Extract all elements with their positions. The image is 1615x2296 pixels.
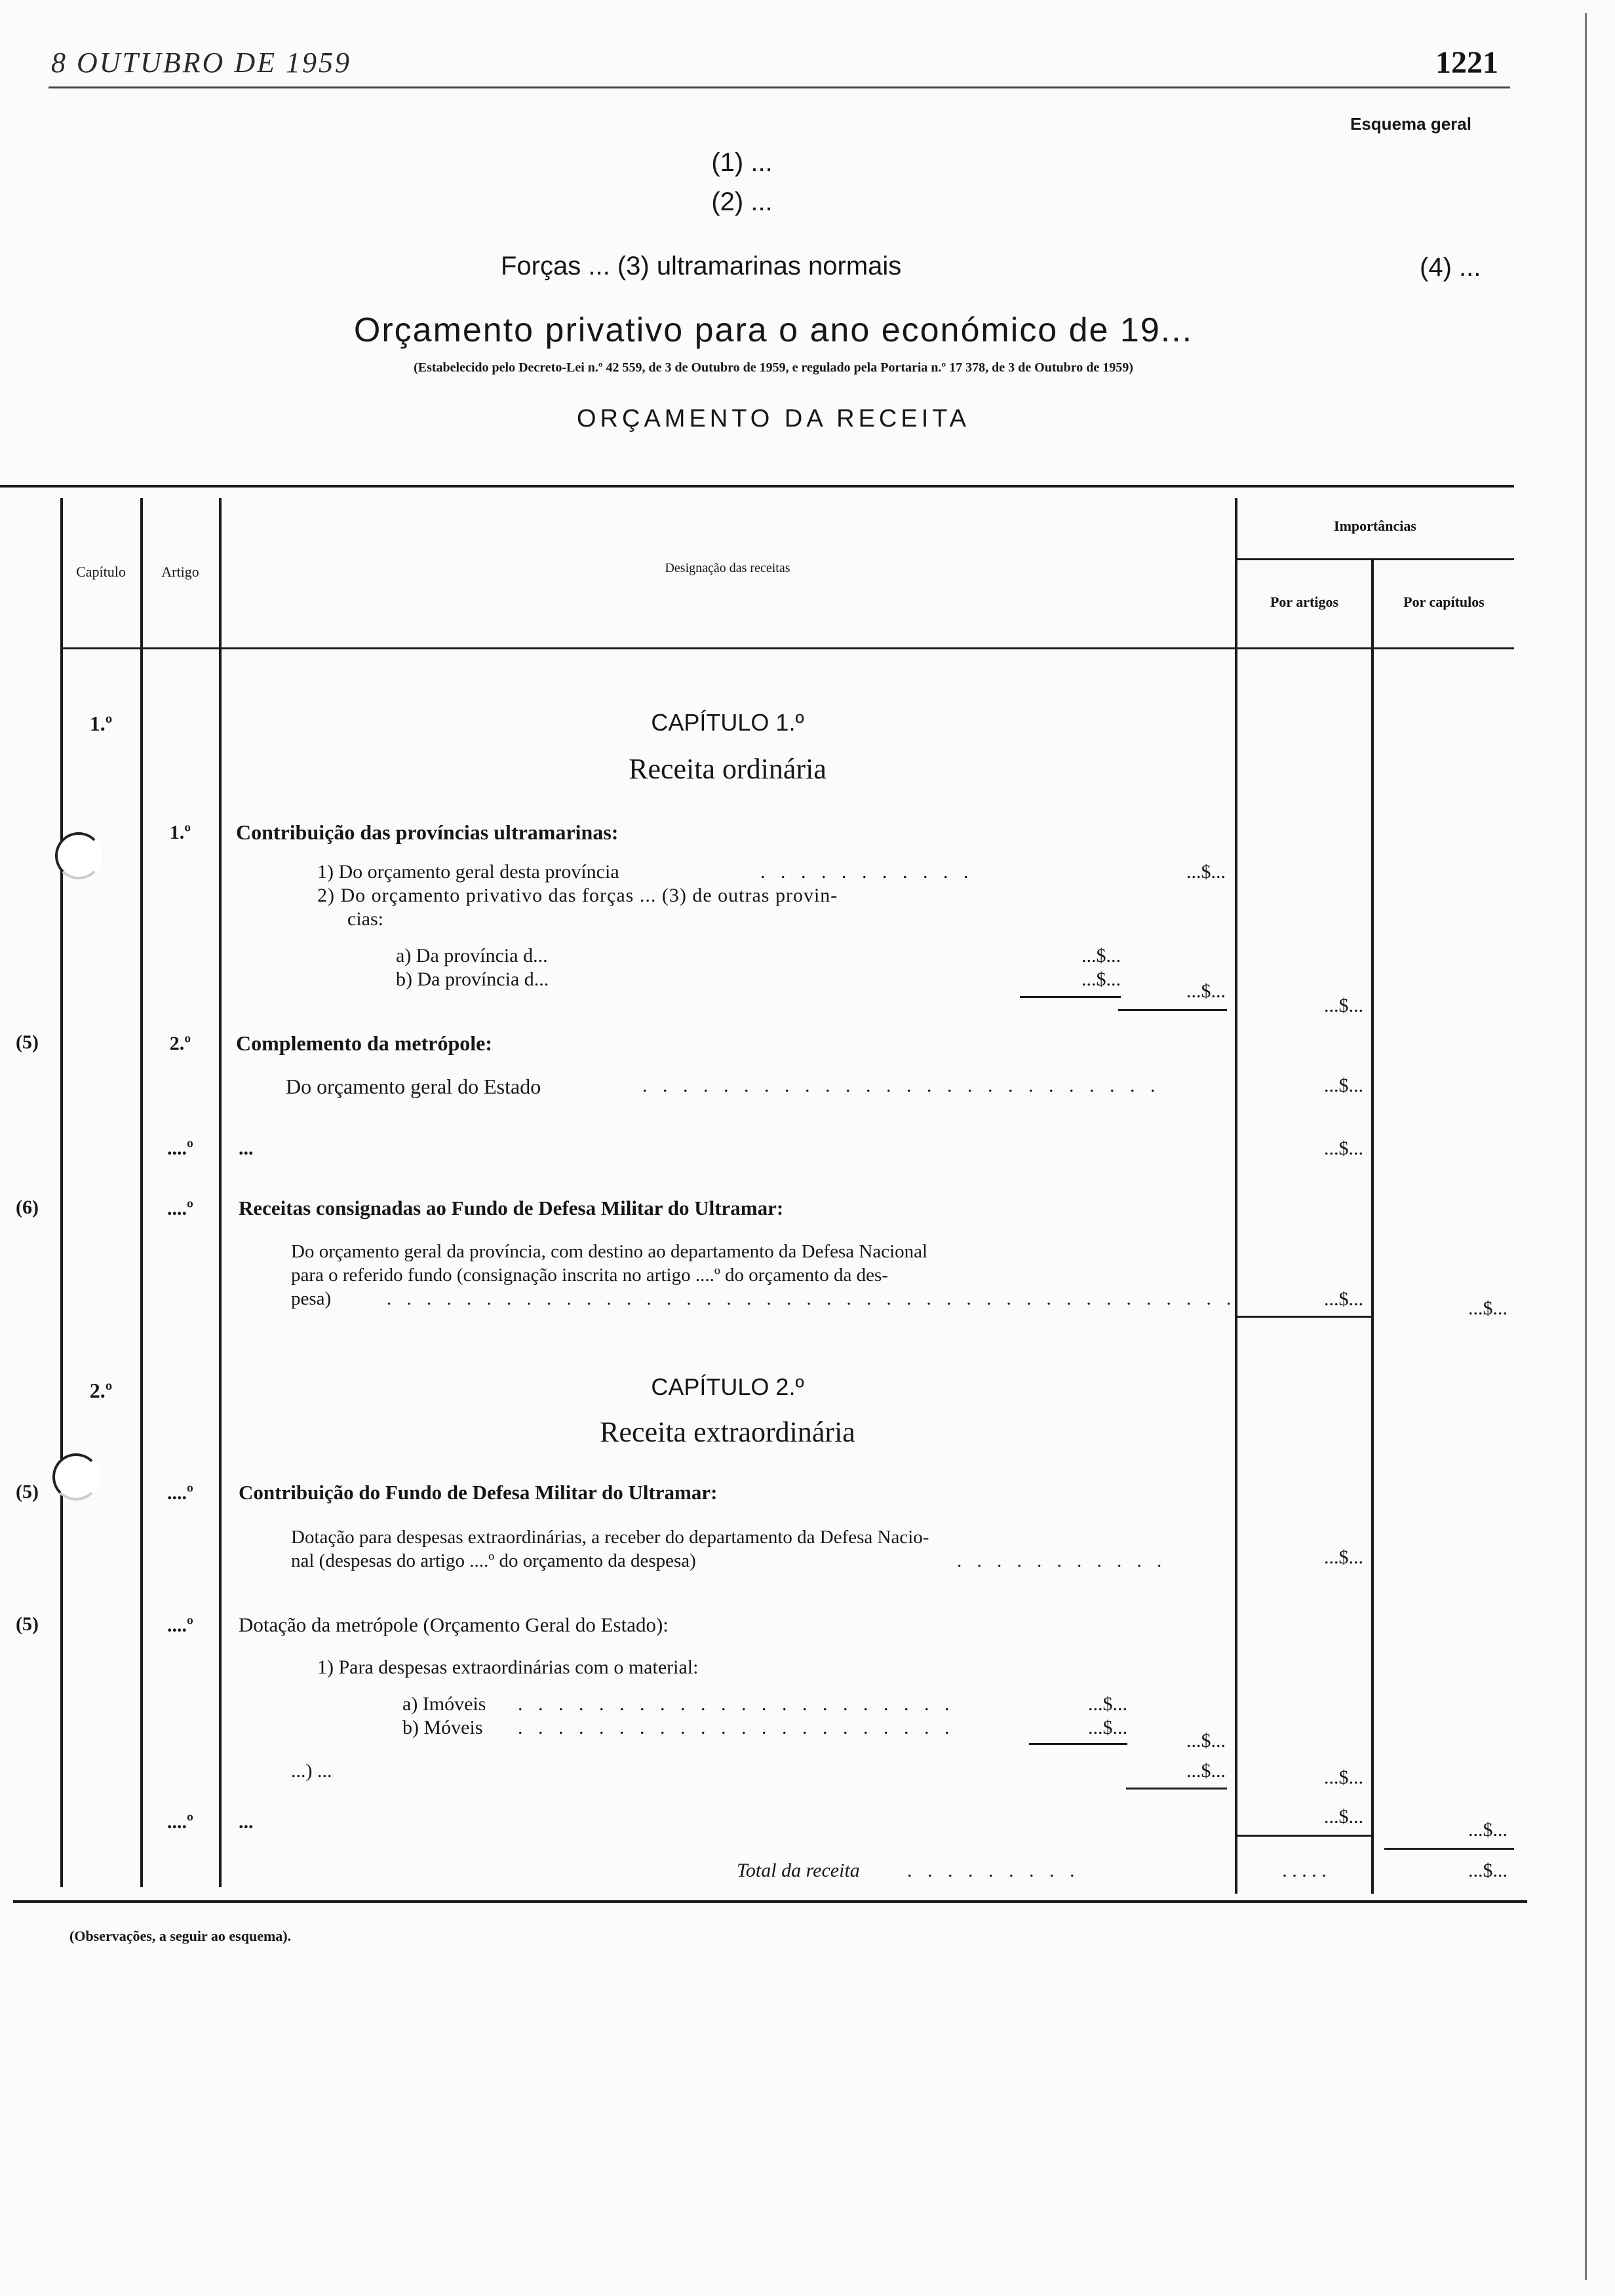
col-divider-5 (1371, 558, 1374, 1894)
page-number: 1221 (1435, 45, 1498, 80)
chapter-total-rule (1237, 1316, 1371, 1318)
list-item: Do orçamento geral do Estado (286, 1075, 541, 1098)
forces-ref: (4) ... (1420, 253, 1481, 282)
list-subitem: b) Móveis (402, 1717, 483, 1738)
grand-total: ...$... (1468, 1860, 1508, 1881)
item-leader-dots: . . . . . . . . . . . . . . . . . . . . . . . . . . . . . . . . . . . . . . . . . . . (387, 1288, 1237, 1309)
article-number: ....º (167, 1138, 193, 1159)
legal-note: (Estabelecido pelo Decreto-Lei n.º 42 559, de 3 de Outubro de 1959, e regulado pela Portaria n.º 17 378, de 3 de Outubro de 1959) (414, 360, 1133, 375)
page-date: 8 OUTUBRO DE 1959 (51, 47, 351, 79)
article-total: ...$... (1324, 1288, 1363, 1310)
chapter-heading: CAPÍTULO 1.º (651, 709, 804, 736)
punch-hole-icon (52, 1453, 100, 1501)
punch-hole-icon (55, 832, 102, 879)
list-item: 1) Para despesas extraordinárias com o material: (317, 1656, 699, 1678)
col-header-por-capitulos: Por capítulos (1403, 594, 1485, 610)
section-title: ORÇAMENTO DA RECEITA (577, 405, 970, 432)
chapter-total: ...$... (1468, 1819, 1508, 1841)
list-subitem: a) Da província d... (396, 945, 548, 966)
col-divider-3 (219, 498, 222, 1887)
item-leader-dots: . . . . . . . . . . . . . . . . . . . . . . (518, 1693, 955, 1715)
article-number: ....º (167, 1811, 193, 1833)
paragraph-line: Dotação para despesas extraordinárias, a receber do departamento da Defesa Nacio- (291, 1527, 929, 1548)
chapter-total: ...$... (1468, 1297, 1508, 1319)
margin-note: (6) (16, 1196, 39, 1218)
item-leader-dots: . . . . . . . . . . . (957, 1550, 1167, 1571)
footer-note: (Observações, a seguir ao esquema). (69, 1928, 292, 1944)
chapter-subheading: Receita ordinária (629, 753, 827, 785)
total-por-artigos: . . . . . (1282, 1860, 1327, 1881)
item-leader-dots: . . . . . . . . . . . (760, 861, 974, 883)
list-item: 1) Do orçamento geral desta província (317, 861, 619, 883)
subitem-value: ...$... (1081, 945, 1121, 966)
col-divider-4 (1235, 498, 1237, 1894)
article-total: ...$... (1324, 1075, 1363, 1096)
subitem-value: ...$... (1088, 1717, 1127, 1738)
paragraph-line: pesa) (291, 1288, 332, 1309)
list-item: ...) ... (291, 1760, 332, 1782)
item-value: ...$... (1186, 861, 1226, 883)
article-total: ...$... (1324, 1138, 1363, 1159)
table-top-rule (0, 485, 1514, 488)
importancias-rule (1235, 558, 1514, 560)
article-title: Contribuição do Fundo de Defesa Militar do Ultramar: (239, 1481, 718, 1504)
title-line-2: (2) ... (711, 187, 773, 216)
subitem-value: ...$... (1081, 968, 1121, 990)
title-line-1: (1) ... (711, 148, 773, 177)
margin-note: (5) (16, 1613, 39, 1635)
list-subitem: a) Imóveis (402, 1693, 486, 1715)
forces-title: Forças ... (3) ultramarinas normais (501, 252, 902, 280)
budget-title: Orçamento privativo para o ano económico de 19... (353, 311, 1194, 349)
col-header-importancias: Importâncias (1334, 518, 1416, 534)
chapter-subheading: Receita extraordinária (600, 1416, 855, 1448)
article-title: Complemento da metrópole: (236, 1031, 493, 1055)
article-title: ... (239, 1138, 254, 1159)
article-title: Dotação da metrópole (Orçamento Geral do Estado): (239, 1613, 669, 1636)
article-total: ...$... (1324, 995, 1363, 1016)
table-bottom-rule (13, 1900, 1527, 1903)
subtotal-rule (1020, 996, 1121, 998)
subtotal-rule (1126, 1788, 1227, 1789)
margin-note: (5) (16, 1031, 39, 1053)
margin-note: (5) (16, 1481, 39, 1502)
total-label: Total da receita (737, 1860, 860, 1881)
col-divider-2 (140, 498, 143, 1887)
subitem-value: ...$... (1088, 1693, 1127, 1715)
header-rule (49, 86, 1510, 88)
scheme-label: Esquema geral (1350, 114, 1471, 134)
list-item-continuation: cias: (347, 908, 383, 930)
paragraph-line: Do orçamento geral da província, com destino ao departamento da Defesa Nacional (291, 1241, 928, 1262)
article-number: 2.º (169, 1033, 191, 1054)
article-title: ... (239, 1811, 254, 1833)
item-value: ...$... (1186, 1730, 1226, 1751)
col-divider-1 (60, 498, 63, 1887)
chapter-number: 2.º (89, 1379, 113, 1402)
list-item: 2) Do orçamento privativo das forças ... (3) de outras provin- (317, 885, 838, 906)
col-header-designacao: Designação das receitas (665, 561, 790, 575)
col-header-capitulo: Capítulo (76, 564, 126, 580)
list-subitem: b) Da província d... (396, 968, 549, 990)
grand-total-rule (1384, 1848, 1514, 1850)
paragraph-line: para o referido fundo (consignação inscrita no artigo ....º do orçamento da des- (291, 1265, 888, 1286)
article-title: Receitas consignadas ao Fundo de Defesa Militar do Ultramar: (239, 1196, 784, 1219)
header-bottom-rule (60, 647, 1514, 649)
article-total: ...$... (1324, 1806, 1363, 1827)
scan-edge (1585, 13, 1587, 2280)
article-number: ....º (167, 1482, 193, 1504)
col-header-artigo: Artigo (161, 564, 199, 580)
item-leader-dots: . . . . . . . . . (907, 1860, 1080, 1881)
paragraph-line: nal (despesas do artigo ....º do orçamento da despesa) (291, 1550, 696, 1571)
article-number: ....º (167, 1615, 193, 1636)
subtotal-rule (1118, 1009, 1227, 1011)
chapter-number: 1.º (89, 712, 113, 735)
article-title: Contribuição das províncias ultramarinas: (236, 820, 619, 844)
col-header-por-artigos: Por artigos (1270, 594, 1339, 610)
item-leader-dots: . . . . . . . . . . . . . . . . . . . . . . (518, 1717, 955, 1738)
item-value: ...$... (1186, 980, 1226, 1002)
item-leader-dots: . . . . . . . . . . . . . . . . . . . . . . . . . . (642, 1075, 1161, 1096)
article-total: ...$... (1324, 1546, 1363, 1568)
chapter-total-rule (1237, 1835, 1371, 1837)
chapter-heading: CAPÍTULO 2.º (651, 1373, 804, 1400)
article-number: 1.º (169, 822, 191, 843)
article-number: ....º (167, 1198, 193, 1219)
article-total: ...$... (1324, 1767, 1363, 1788)
item-value: ...$... (1186, 1760, 1226, 1782)
